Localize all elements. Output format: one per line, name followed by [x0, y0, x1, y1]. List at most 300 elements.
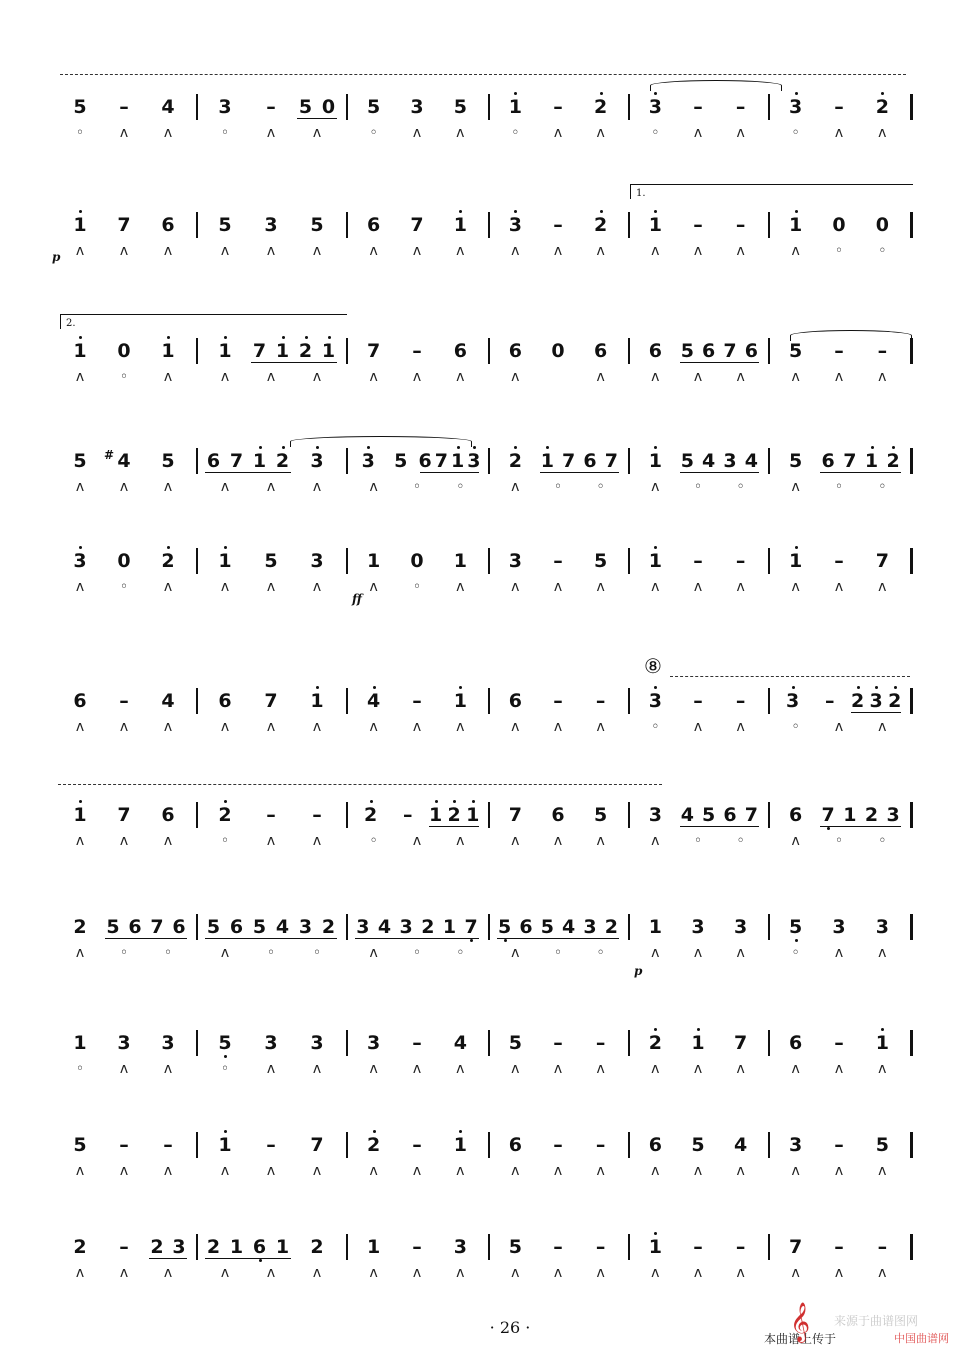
score-note	[686, 214, 710, 236]
closed-mark: ʌ	[693, 579, 703, 595]
note-digit: 3	[410, 96, 424, 118]
score-note	[739, 450, 763, 472]
note-digit: –	[834, 340, 844, 362]
note-digit: 6	[508, 690, 522, 712]
open-mark: ◦	[75, 1061, 85, 1077]
note-digit: –	[553, 214, 563, 236]
closed-mark: ʌ	[651, 243, 660, 259]
closed-mark: ʌ	[220, 479, 230, 495]
score-note	[643, 1032, 667, 1054]
note-digit: 2	[218, 804, 232, 826]
open-mark: ◦	[312, 945, 322, 961]
closed-mark: ʌ	[412, 1061, 422, 1077]
note-digit: 2	[321, 916, 336, 938]
note-digit: 6	[648, 340, 662, 362]
octave-dot-above	[459, 1130, 462, 1133]
score-row	[0, 450, 960, 530]
barline	[196, 1030, 198, 1056]
score-note	[870, 1236, 894, 1258]
score-note	[503, 550, 527, 572]
score-note	[156, 804, 180, 826]
treble-clef-icon: 𝄞	[790, 1302, 811, 1342]
note-digit: 3	[648, 96, 662, 118]
note-digit: 0	[832, 214, 846, 236]
score-note	[448, 550, 472, 572]
octave-dot-above	[305, 336, 308, 339]
score-note	[68, 1134, 92, 1156]
barline	[910, 914, 913, 940]
octave-line-row6	[670, 676, 910, 677]
score-note	[68, 1236, 92, 1258]
score-note	[112, 96, 136, 118]
closed-mark: ʌ	[791, 243, 800, 259]
octave-dot-above	[654, 92, 657, 95]
closed-mark: ʌ	[456, 1265, 465, 1281]
note-digit: 1	[73, 1032, 87, 1054]
note-digit: 7	[821, 804, 835, 826]
score-note	[686, 916, 710, 938]
closed-mark: ʌ	[369, 1163, 378, 1179]
closed-mark: ʌ	[878, 719, 887, 735]
barline	[628, 802, 630, 828]
note-digit: 5	[161, 450, 175, 472]
score-note	[405, 1134, 429, 1156]
note-digit: 1	[229, 1236, 244, 1258]
note-digit: 4	[161, 690, 175, 712]
note-digit: 7	[734, 1032, 748, 1054]
closed-mark: ʌ	[693, 945, 703, 961]
open-mark: ◦	[369, 125, 378, 141]
score-note	[225, 916, 249, 938]
open-mark: ◦	[791, 125, 800, 141]
note-digit: 2	[875, 96, 889, 118]
score-note	[860, 804, 884, 826]
closed-mark: ʌ	[369, 1061, 378, 1077]
note-digit: 3	[648, 690, 662, 712]
barline	[346, 914, 348, 940]
note-digit: 4	[562, 916, 576, 938]
score-note	[317, 96, 341, 118]
barline	[196, 688, 198, 714]
note-digit: 3	[117, 1032, 131, 1054]
closed-mark: ʌ	[878, 1163, 887, 1179]
score-note	[448, 1236, 472, 1258]
octave-dot-above	[282, 336, 285, 339]
barline	[488, 94, 490, 120]
score-note	[362, 1032, 386, 1054]
octave-dot-above	[795, 546, 798, 549]
note-digit: 6	[821, 450, 835, 472]
open-mark: ◦	[791, 719, 800, 735]
score-note	[838, 804, 862, 826]
note-digit: 5	[540, 916, 554, 938]
note-digit: 1	[453, 690, 467, 712]
dynamic-ff-row5: ff	[352, 592, 362, 606]
octave-dot-below	[827, 827, 830, 830]
closed-mark: ʌ	[312, 1163, 322, 1179]
note-digit: –	[119, 96, 129, 118]
note-digit: –	[834, 1032, 844, 1054]
score-note	[416, 916, 440, 938]
score-note	[448, 340, 472, 362]
octave-dot-above	[459, 210, 462, 213]
score-note	[362, 96, 386, 118]
octave-line-row1	[60, 74, 906, 75]
closed-mark: ʌ	[266, 1061, 276, 1077]
note-digit: 3	[356, 916, 370, 938]
barline	[346, 94, 348, 120]
note-digit: 5	[498, 916, 512, 938]
beam-underline	[205, 1258, 291, 1259]
closed-mark: ʌ	[736, 369, 745, 385]
open-mark: ◦	[553, 945, 563, 961]
score-note	[213, 214, 237, 236]
barline	[196, 914, 198, 940]
score-note	[883, 690, 907, 712]
octave-dot-above	[459, 686, 462, 689]
note-digit: 7	[117, 804, 131, 826]
score-note	[589, 340, 613, 362]
closed-mark: ʌ	[736, 125, 745, 141]
closed-mark: ʌ	[834, 579, 844, 595]
closed-mark: ʌ	[511, 719, 520, 735]
score-note	[643, 1236, 667, 1258]
barline	[488, 914, 490, 940]
note-digit: 5	[789, 450, 803, 472]
note-digit: 3	[218, 96, 232, 118]
score-note	[167, 1236, 191, 1258]
closed-mark: ʌ	[456, 579, 465, 595]
closed-mark: ʌ	[75, 1265, 85, 1281]
beam-underline	[680, 362, 759, 363]
barline	[768, 94, 770, 120]
note-digit: 6	[789, 1032, 803, 1054]
note-digit: –	[693, 96, 703, 118]
closed-mark: ʌ	[456, 1163, 465, 1179]
closed-mark: ʌ	[651, 479, 660, 495]
note-digit: 3	[172, 1236, 186, 1258]
score-note	[827, 916, 851, 938]
closed-mark: ʌ	[736, 1061, 745, 1077]
barline	[196, 448, 198, 474]
octave-dot-above	[79, 210, 82, 213]
score-note	[643, 450, 667, 472]
note-digit: 2	[864, 804, 879, 826]
closed-mark: ʌ	[553, 1061, 563, 1077]
closed-mark: ʌ	[596, 243, 605, 259]
closed-mark: ʌ	[312, 479, 322, 495]
note-digit: 6	[723, 804, 737, 826]
note-digit: 3	[869, 690, 883, 712]
score-note	[461, 804, 485, 826]
open-mark: ◦	[266, 945, 276, 961]
score-note	[448, 1032, 472, 1054]
closed-mark: ʌ	[119, 833, 129, 849]
octave-dot-above	[224, 800, 227, 803]
score-note	[156, 96, 180, 118]
note-digit: 1	[218, 550, 232, 572]
octave-dot-above	[894, 686, 897, 689]
closed-mark: ʌ	[266, 1163, 276, 1179]
score-note	[156, 214, 180, 236]
beam-underline	[820, 472, 901, 473]
note-digit: –	[693, 214, 703, 236]
octave-dot-above	[795, 210, 798, 213]
score-note	[784, 450, 808, 472]
octave-dot-below	[224, 1055, 227, 1058]
score-note	[729, 550, 753, 572]
score-note	[643, 804, 667, 826]
score-note	[405, 340, 429, 362]
note-digit: 3	[161, 1032, 175, 1054]
closed-mark: ʌ	[651, 1061, 660, 1077]
closed-mark: ʌ	[878, 1265, 887, 1281]
note-digit: 6	[519, 916, 533, 938]
note-digit: 6	[744, 340, 758, 362]
note-digit: 6	[128, 916, 142, 938]
closed-mark: ʌ	[75, 243, 85, 259]
closed-mark: ʌ	[553, 243, 563, 259]
closed-mark: ʌ	[553, 719, 563, 735]
octave-dot-above	[654, 210, 657, 213]
closed-mark: ʌ	[163, 1061, 173, 1077]
score-note	[503, 1032, 527, 1054]
barline	[768, 914, 770, 940]
closed-mark: ʌ	[119, 479, 129, 495]
note-digit: 3	[310, 550, 324, 572]
closed-mark: ʌ	[736, 1163, 745, 1179]
barline	[196, 548, 198, 574]
volta-label-1: 1.	[636, 188, 646, 199]
note-digit: 4	[702, 450, 716, 472]
closed-mark: ʌ	[119, 719, 129, 735]
barline	[488, 1030, 490, 1056]
score-note	[156, 550, 180, 572]
closed-mark: ʌ	[596, 125, 605, 141]
note-digit: 6	[73, 690, 87, 712]
closed-mark: ʌ	[220, 1265, 230, 1281]
closed-mark: ʌ	[736, 719, 745, 735]
octave-dot-above	[373, 1130, 376, 1133]
score-note	[686, 1032, 710, 1054]
score-note	[112, 804, 136, 826]
score-note	[405, 214, 429, 236]
note-digit: 6	[218, 690, 232, 712]
beam-underline	[429, 826, 479, 827]
barline	[768, 212, 770, 238]
note-digit: 4	[367, 690, 381, 712]
note-digit: 5	[508, 1032, 522, 1054]
score-note	[156, 1032, 180, 1054]
note-digit: –	[834, 550, 844, 572]
octave-dot-above	[654, 546, 657, 549]
note-digit: 4	[275, 916, 290, 938]
note-digit: –	[412, 1134, 422, 1156]
score-note	[373, 916, 397, 938]
score-note	[68, 214, 92, 236]
note-digit: 6	[172, 916, 186, 938]
note-digit: 7	[252, 340, 267, 362]
score-note	[156, 690, 180, 712]
barline	[346, 802, 348, 828]
barline	[910, 688, 913, 714]
score-note	[356, 450, 380, 472]
note-digit: –	[412, 1236, 422, 1258]
octave-dot-above	[514, 210, 517, 213]
open-mark: ◦	[75, 125, 85, 141]
score-note	[599, 450, 623, 472]
note-digit: 5	[298, 96, 313, 118]
score-note	[271, 340, 295, 362]
closed-mark: ʌ	[312, 719, 322, 735]
note-digit: 5	[218, 1032, 232, 1054]
score-note	[145, 1236, 169, 1258]
note-digit: 6	[594, 340, 608, 362]
closed-mark: ʌ	[511, 1163, 520, 1179]
note-digit: 1	[648, 1236, 662, 1258]
closed-mark: ʌ	[553, 579, 563, 595]
score-note	[503, 340, 527, 362]
dynamic-p-row2: p	[52, 250, 61, 264]
note-digit: 7	[434, 450, 448, 472]
score-note	[589, 1032, 613, 1054]
closed-mark: ʌ	[266, 833, 276, 849]
score-note	[259, 690, 283, 712]
note-digit: –	[266, 1134, 276, 1156]
closed-mark: ʌ	[596, 719, 605, 735]
note-digit: 3	[399, 916, 413, 938]
barline	[628, 1234, 630, 1260]
note-digit: 1	[540, 450, 554, 472]
note-digit: 3	[310, 450, 324, 472]
score-note	[729, 1236, 753, 1258]
closed-mark: ʌ	[220, 719, 230, 735]
octave-dot-above	[892, 446, 895, 449]
score-note	[68, 690, 92, 712]
note-digit: 6	[252, 1236, 267, 1258]
score-row	[0, 214, 960, 294]
open-mark: ◦	[456, 479, 465, 495]
barline	[910, 448, 913, 474]
score-note	[362, 214, 386, 236]
open-mark: ◦	[553, 479, 563, 495]
note-digit: 6	[367, 214, 381, 236]
closed-mark: ʌ	[163, 1265, 173, 1281]
octave-dot-below	[259, 1259, 262, 1262]
barline	[628, 448, 630, 474]
closed-mark: ʌ	[369, 1265, 378, 1281]
beam-underline	[420, 472, 479, 473]
score-note	[362, 550, 386, 572]
note-digit: –	[266, 96, 276, 118]
score-note	[213, 804, 237, 826]
closed-mark: ʌ	[511, 1265, 520, 1281]
score-note	[156, 450, 180, 472]
note-digit: 1	[648, 550, 662, 572]
closed-mark: ʌ	[693, 243, 703, 259]
score-note	[739, 340, 763, 362]
octave-dot-above	[282, 446, 285, 449]
note-digit: –	[595, 1032, 606, 1054]
score-note	[305, 804, 329, 826]
note-digit: –	[595, 1134, 606, 1156]
note-digit: 7	[310, 1134, 324, 1156]
note-digit: 3	[583, 916, 597, 938]
closed-mark: ʌ	[456, 833, 465, 849]
octave-dot-above	[881, 92, 884, 95]
score-note	[546, 690, 570, 712]
octave-dot-above	[473, 446, 476, 449]
closed-mark: ʌ	[266, 579, 276, 595]
closed-mark: ʌ	[412, 125, 422, 141]
closed-mark: ʌ	[312, 1265, 322, 1281]
closed-mark: ʌ	[412, 1265, 422, 1281]
score-note	[271, 1236, 295, 1258]
barline	[910, 802, 913, 828]
score-note	[305, 690, 329, 712]
score-row	[0, 1032, 960, 1112]
closed-mark: ʌ	[456, 369, 465, 385]
closed-mark: ʌ	[596, 369, 605, 385]
score-note	[589, 214, 613, 236]
score-note	[870, 1032, 894, 1054]
score-note	[827, 1236, 851, 1258]
barline	[346, 338, 348, 364]
score-note	[305, 214, 329, 236]
note-digit: 1	[73, 214, 87, 236]
barline	[346, 548, 348, 574]
note-digit: 1	[218, 1134, 232, 1156]
octave-dot-below	[795, 939, 798, 942]
closed-mark: ʌ	[75, 719, 85, 735]
closed-mark: ʌ	[878, 945, 887, 961]
closed-mark: ʌ	[119, 1163, 129, 1179]
note-digit: 2	[594, 214, 608, 236]
note-digit: 2	[604, 916, 618, 938]
score-note	[317, 916, 341, 938]
score-note	[104, 448, 136, 472]
closed-mark: ʌ	[369, 243, 378, 259]
watermark-text: 来源于曲谱图网	[834, 1314, 919, 1328]
octave-dot-above	[697, 1028, 700, 1031]
closed-mark: ʌ	[651, 945, 660, 961]
note-digit: 2	[447, 804, 461, 826]
open-mark: ◦	[736, 833, 745, 849]
barline	[196, 338, 198, 364]
closed-mark: ʌ	[878, 125, 887, 141]
octave-dot-above	[654, 446, 657, 449]
closed-mark: ʌ	[456, 243, 465, 259]
note-digit: 0	[321, 96, 336, 118]
note-digit: 3	[508, 214, 522, 236]
note-digit: 5	[367, 96, 381, 118]
tie-row3-end	[790, 330, 912, 341]
beam-underline	[680, 472, 759, 473]
note-digit: 5	[508, 1236, 522, 1258]
note-digit: –	[163, 1134, 173, 1156]
barline	[628, 212, 630, 238]
octave-dot-above	[600, 210, 603, 213]
note-digit: –	[693, 1236, 703, 1258]
closed-mark: ʌ	[75, 579, 85, 595]
barline	[196, 1132, 198, 1158]
score-note	[362, 690, 386, 712]
closed-mark: ʌ	[553, 125, 563, 141]
note-digit: 3	[508, 550, 522, 572]
score-note	[112, 214, 136, 236]
score-note	[112, 690, 136, 712]
score-note	[827, 1134, 851, 1156]
